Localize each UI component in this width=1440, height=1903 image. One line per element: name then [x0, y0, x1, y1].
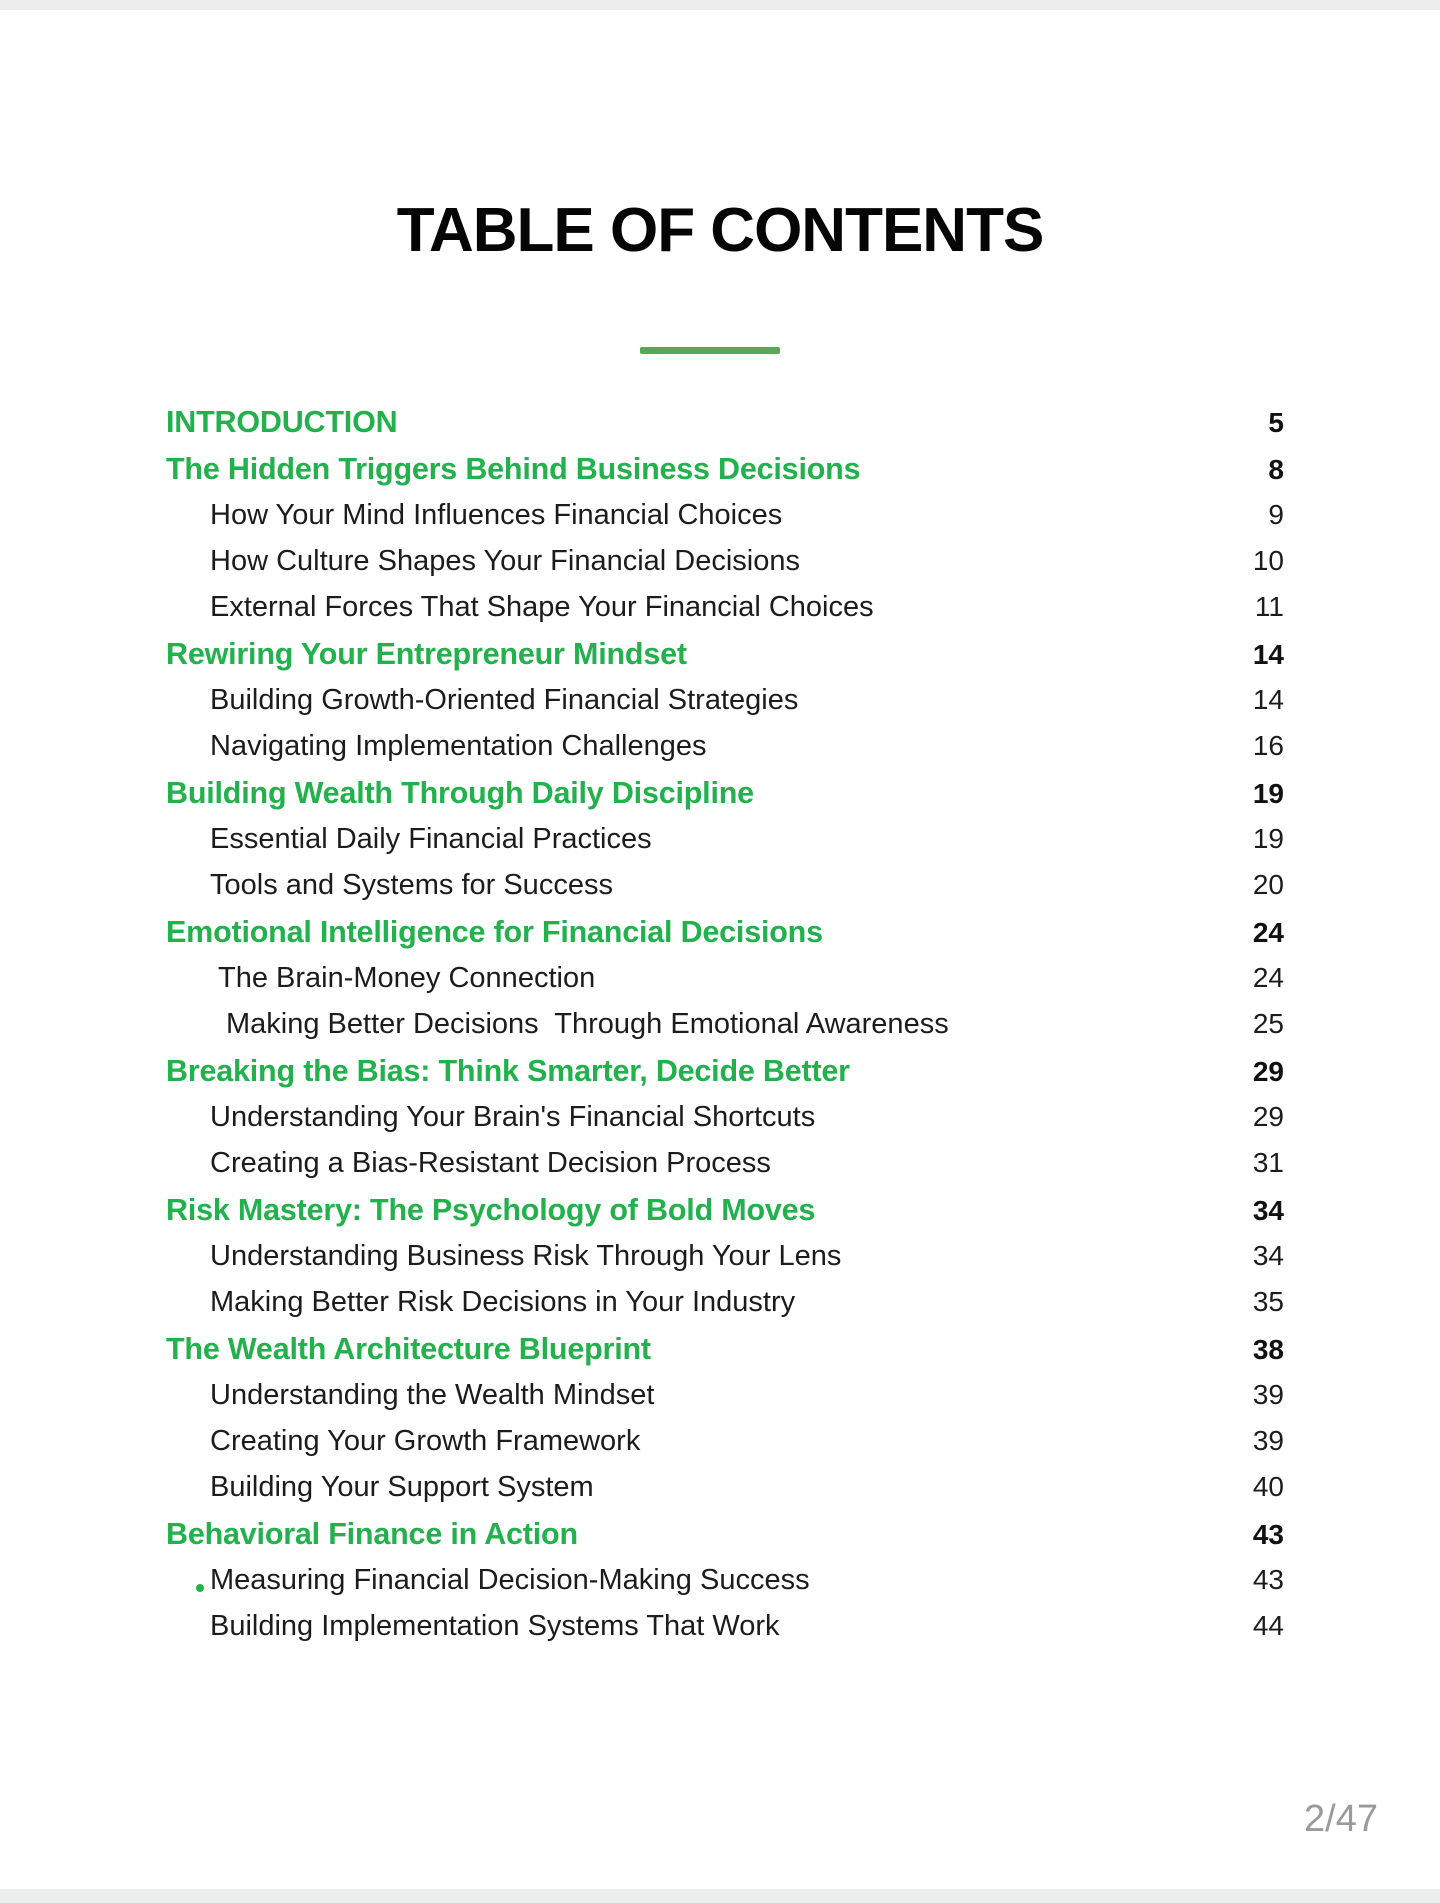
toc-entry-label: Rewiring Your Entrepreneur Mindset: [166, 637, 687, 671]
toc-subentry-row[interactable]: [166, 591, 1284, 637]
page-counter: 2/47: [1304, 1798, 1378, 1840]
toc-entry-label: Building Wealth Through Daily Discipline: [166, 776, 754, 810]
toc-entry-label: Navigating Implementation Challenges: [210, 730, 707, 762]
toc-entry-page-number: 14: [1252, 639, 1284, 670]
toc-entry-page-number: 20: [1252, 869, 1284, 900]
toc-entry-page-number: 25: [1252, 1008, 1284, 1039]
toc-entry-label: Making Better Decisions Through Emotional Awareness: [226, 1008, 949, 1040]
toc-entry-page-number: 9: [1268, 499, 1284, 530]
toc-subentry-row[interactable]: [166, 962, 1284, 1008]
toc-subentry-row[interactable]: [166, 1147, 1284, 1193]
toc-entry-label: Building Your Support System: [210, 1471, 594, 1503]
page-sheet: [0, 10, 1440, 1889]
toc-chapter-row[interactable]: [166, 1193, 1284, 1240]
toc-entry-label: How Your Mind Influences Financial Choices: [210, 499, 783, 531]
toc-chapter-row[interactable]: [166, 1332, 1284, 1379]
toc-entry-page-number: 43: [1252, 1564, 1284, 1595]
toc-entry-label: Emotional Intelligence for Financial Decisions: [166, 915, 823, 949]
page-title: TABLE OF CONTENTS: [396, 196, 1044, 265]
toc-subentry-row[interactable]: [166, 1008, 1284, 1054]
toc-entry-page-number: 14: [1252, 684, 1284, 715]
toc-entry-page-number: 40: [1252, 1471, 1284, 1502]
toc-entry-page-number: 29: [1252, 1056, 1284, 1087]
toc-subentry-row[interactable]: [166, 1564, 1284, 1610]
toc-entry-label: The Wealth Architecture Blueprint: [166, 1332, 651, 1366]
toc-chapter-row[interactable]: [166, 1054, 1284, 1101]
toc-entry-page-number: 24: [1252, 962, 1284, 993]
toc-subentry-row[interactable]: [166, 1101, 1284, 1147]
toc-entry-page-number: 10: [1252, 545, 1284, 576]
toc-entry-page-number: 19: [1252, 823, 1284, 854]
toc-entry-page-number: 31: [1252, 1147, 1284, 1178]
toc-chapter-row[interactable]: [166, 776, 1284, 823]
toc-subentry-row[interactable]: [166, 499, 1284, 545]
top-edge-strip: [0, 0, 1440, 10]
toc-chapter-row[interactable]: [166, 405, 1284, 452]
toc-chapter-row[interactable]: [166, 452, 1284, 499]
toc-entry-label: Breaking the Bias: Think Smarter, Decide Better: [166, 1054, 850, 1088]
toc-entry-page-number: 38: [1252, 1334, 1284, 1365]
toc-entry-label: Understanding the Wealth Mindset: [210, 1379, 655, 1411]
toc-entry-label: Building Implementation Systems That Work: [210, 1610, 780, 1642]
toc-entry-page-number: 35: [1252, 1286, 1284, 1317]
toc-entry-label: Measuring Financial Decision-Making Success: [210, 1564, 810, 1596]
toc-subentry-row[interactable]: [166, 1610, 1284, 1656]
toc-entry-label: Creating a Bias-Resistant Decision Process: [210, 1147, 771, 1179]
toc-entry-page-number: 11: [1254, 591, 1284, 622]
toc-entry-label: Behavioral Finance in Action: [166, 1517, 578, 1551]
toc-subentry-row[interactable]: [166, 1379, 1284, 1425]
table-of-contents: [166, 405, 1284, 1656]
toc-entry-label: INTRODUCTION: [166, 405, 398, 439]
toc-entry-page-number: 39: [1252, 1425, 1284, 1456]
toc-subentry-row[interactable]: [166, 869, 1284, 915]
toc-subentry-row[interactable]: [166, 684, 1284, 730]
bullet-icon: [196, 1584, 204, 1592]
toc-entry-page-number: 24: [1252, 917, 1284, 948]
toc-subentry-row[interactable]: [166, 730, 1284, 776]
toc-entry-page-number: 29: [1252, 1101, 1284, 1132]
toc-entry-label: Understanding Your Brain's Financial Shortcuts: [210, 1101, 816, 1133]
toc-entry-label: Making Better Risk Decisions in Your Industry: [210, 1286, 796, 1318]
toc-entry-page-number: 34: [1252, 1195, 1284, 1226]
toc-entry-page-number: 44: [1252, 1610, 1284, 1641]
toc-entry-label: Creating Your Growth Framework: [210, 1425, 641, 1457]
toc-entry-label: The Brain-Money Connection: [218, 962, 596, 994]
toc-entry-label: Building Growth-Oriented Financial Strategies: [210, 684, 799, 716]
toc-entry-label: Understanding Business Risk Through Your Lens: [210, 1240, 842, 1272]
toc-subentry-row[interactable]: [166, 1425, 1284, 1471]
toc-entry-page-number: 16: [1252, 730, 1284, 761]
toc-chapter-row[interactable]: [166, 915, 1284, 962]
toc-entry-page-number: 43: [1252, 1519, 1284, 1550]
toc-entry-label: External Forces That Shape Your Financial Choices: [210, 591, 874, 623]
toc-subentry-row[interactable]: [166, 1286, 1284, 1332]
toc-entry-page-number: 5: [1268, 407, 1284, 438]
toc-subentry-row[interactable]: [166, 1240, 1284, 1286]
toc-subentry-row[interactable]: [166, 1471, 1284, 1517]
toc-entry-page-number: 19: [1252, 778, 1284, 809]
toc-entry-page-number: 8: [1268, 454, 1284, 485]
toc-entry-label: The Hidden Triggers Behind Business Decisions: [166, 452, 861, 486]
toc-entry-label: Risk Mastery: The Psychology of Bold Moves: [166, 1193, 816, 1227]
toc-entry-label: Essential Daily Financial Practices: [210, 823, 652, 855]
title-divider: [640, 347, 780, 354]
toc-chapter-row[interactable]: [166, 1517, 1284, 1564]
toc-entry-page-number: 34: [1252, 1240, 1284, 1271]
toc-entry-label: How Culture Shapes Your Financial Decisions: [210, 545, 800, 577]
toc-chapter-row[interactable]: [166, 637, 1284, 684]
toc-entry-page-number: 39: [1252, 1379, 1284, 1410]
toc-subentry-row[interactable]: [166, 545, 1284, 591]
bottom-edge-strip: [0, 1889, 1440, 1903]
toc-subentry-row[interactable]: [166, 823, 1284, 869]
toc-entry-label: Tools and Systems for Success: [210, 869, 613, 901]
